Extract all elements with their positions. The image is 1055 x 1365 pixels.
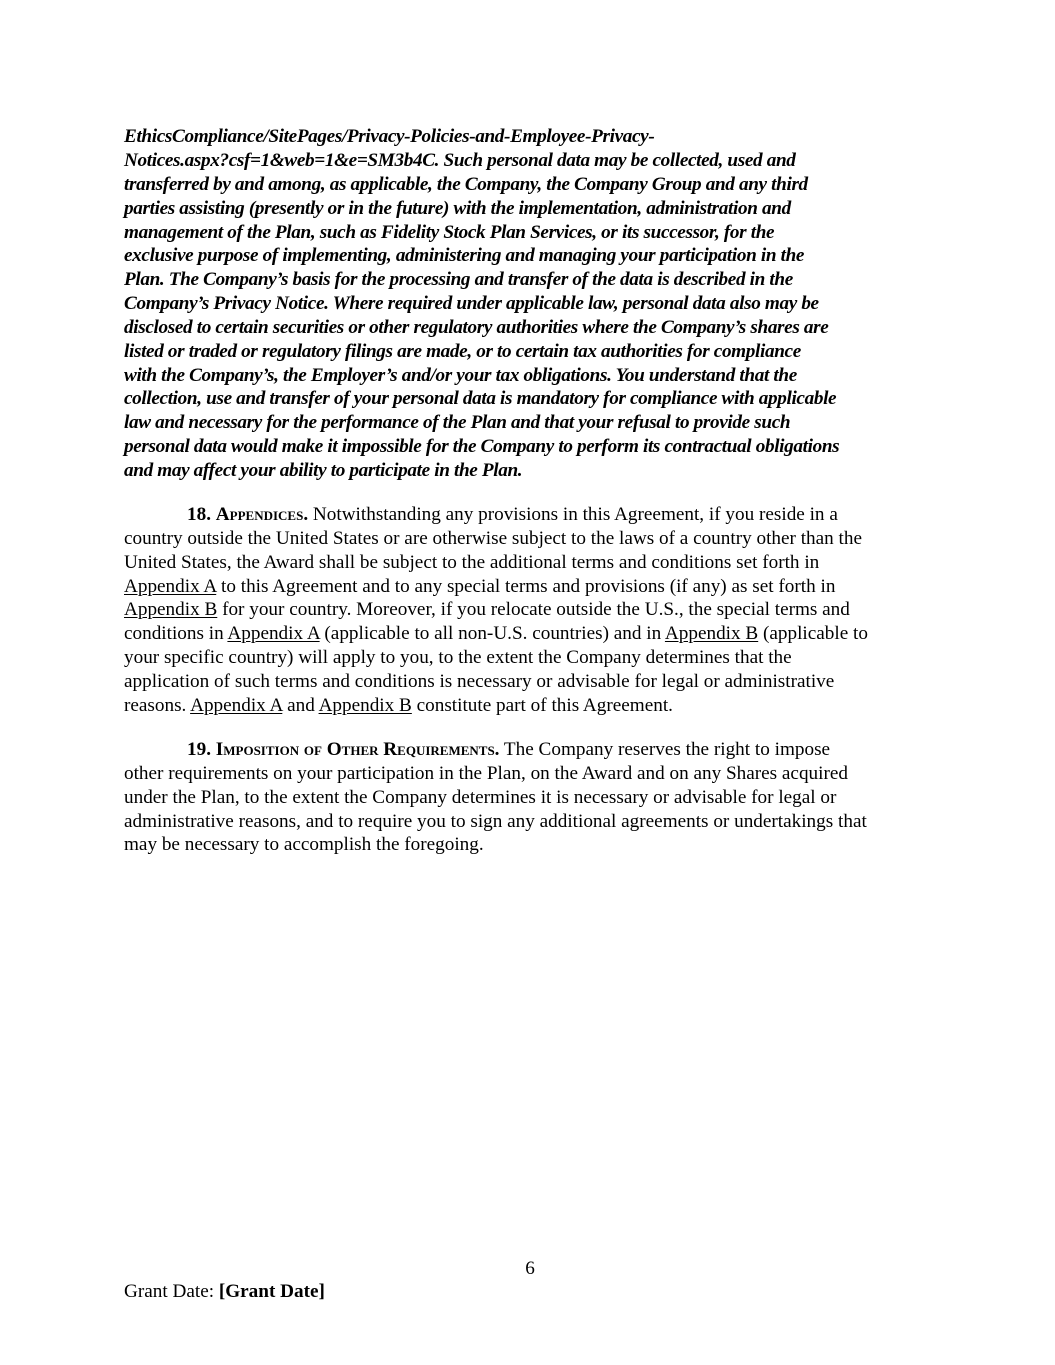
text-line: law and necessary for the performance of the Plan and that your refusal to provide such [124, 412, 791, 433]
text-line: under the Plan, to the extent the Company determines it is necessary or advisable for legal or [124, 787, 837, 808]
text-line: Plan. The Company’s basis for the processing and transfer of the data is described in the [124, 269, 793, 290]
text-line: EthicsCompliance/SitePages/Privacy-Policies-and-Employee-Privacy- [124, 126, 655, 147]
text-line: Company’s Privacy Notice. Where required under applicable law, personal data also may be [124, 293, 819, 314]
section-number: 19. [187, 739, 211, 760]
page-number: 6 [525, 1258, 535, 1279]
text-line: your specific country) will apply to you, to the extent the Company determines that the [124, 647, 792, 668]
section-heading: Imposition of Other Requirements. [215, 739, 500, 760]
text-line: may be necessary to accomplish the foregoing. [124, 834, 484, 855]
text-span: to this Agreement and to any special terms and provisions (if any) as set forth in [216, 576, 836, 597]
text-line [124, 575, 835, 599]
text-line: Notices.aspx?csf=1&web=1&e=SM3b4C. Such personal data may be collected, used and [124, 150, 796, 171]
section-heading: Appendices. [215, 504, 309, 525]
text-span: for your country. Moreover, if you relocate outside the U.S., the special terms and [217, 599, 850, 620]
text-line [124, 738, 830, 762]
appendix-a-link[interactable]: Appendix A [190, 695, 283, 716]
text-line: administrative reasons, and to require you to sign any additional agreements or undertakings that [124, 811, 867, 832]
text-span: Notwithstanding any provisions in this Agreement, if you reside in a [308, 504, 838, 525]
text-line: country outside the United States or are otherwise subject to the laws of a country other than the [124, 528, 862, 549]
grant-date-value: [Grant Date] [218, 1281, 325, 1302]
text-line: personal data would make it impossible for the Company to perform its contractual obligations [124, 436, 840, 457]
text-span: The Company reserves the right to impose [499, 739, 831, 760]
text-line [124, 694, 673, 718]
text-line: application of such terms and conditions is necessary or advisable for legal or administrative [124, 671, 835, 692]
text-line: listed or traded or regulatory filings are made, or to certain tax authorities for compliance [124, 341, 801, 362]
text-line: exclusive purpose of implementing, administering and managing your participation in the [124, 245, 805, 266]
section-number: 18. [187, 504, 211, 525]
text-span: and [282, 695, 319, 716]
appendix-a-link[interactable]: Appendix A [227, 623, 320, 644]
text-line: with the Company’s, the Employer’s and/or your tax obligations. You understand that the [124, 365, 797, 386]
text-line: other requirements on your participation in the Plan, on the Award and on any Shares acquired [124, 763, 848, 784]
text-line: collection, use and transfer of your personal data is mandatory for compliance with applicable [124, 388, 837, 409]
text-line [124, 622, 868, 646]
text-line [124, 503, 838, 527]
text-span: (applicable to all non-U.S. countries) and in [319, 623, 665, 644]
text-span: (applicable to [758, 623, 868, 644]
text-line [124, 598, 850, 622]
grant-date-label: Grant Date: [124, 1281, 219, 1302]
appendix-a-link[interactable]: Appendix A [124, 576, 217, 597]
appendix-b-link[interactable]: Appendix B [124, 599, 218, 620]
appendix-b-link[interactable]: Appendix B [318, 695, 412, 716]
appendix-b-link[interactable]: Appendix B [664, 623, 759, 644]
text-span: reasons. [124, 695, 191, 716]
text-span: conditions in [124, 623, 228, 644]
footer-grant-date [124, 1281, 325, 1303]
text-line: transferred by and among, as applicable, the Company, the Company Group and any third [124, 174, 808, 195]
text-span: constitute part of this Agreement. [411, 695, 673, 716]
text-line: parties assisting (presently or in the future) with the implementation, administration and [124, 198, 791, 219]
text-line: United States, the Award shall be subject to the additional terms and conditions set forth in [124, 552, 820, 573]
text-line: and may affect your ability to participate in the Plan. [124, 460, 523, 481]
text-line: disclosed to certain securities or other regulatory authorities where the Company’s shares are [124, 317, 829, 338]
text-line: management of the Plan, such as Fidelity Stock Plan Services, or its successor, for the [124, 222, 775, 243]
